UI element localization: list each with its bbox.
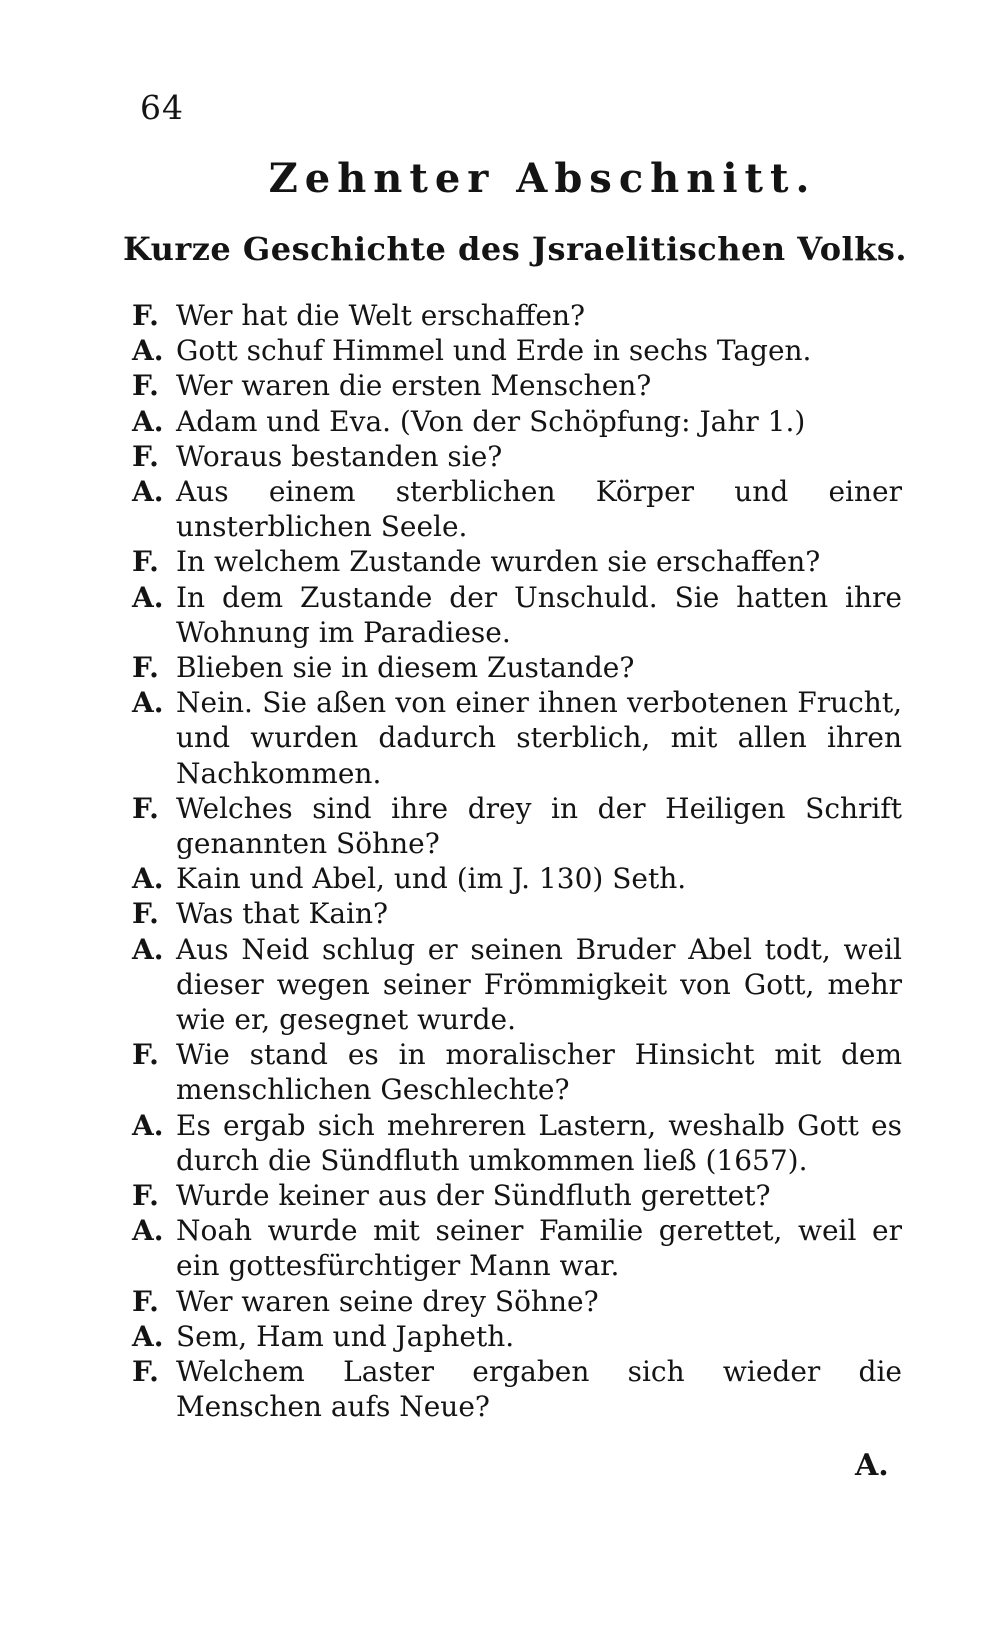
- qa-entry: [132, 1284, 902, 1319]
- qa-entry: [132, 791, 902, 861]
- qa-entry: [132, 474, 902, 544]
- speaker-label: A.: [132, 404, 164, 438]
- chapter-title: Zehnter Abschnitt.: [268, 155, 817, 202]
- qa-entry: [132, 1319, 902, 1354]
- entry-text: Gott schuf Himmel und Erde in sechs Tagen.: [176, 334, 812, 368]
- entry-text: Wie stand es in moralischer Hinsicht mit dem menschlichen Geschlechte?: [176, 1038, 902, 1107]
- entry-text: Adam und Eva. (Von der Schöpfung: Jahr 1.): [176, 404, 806, 438]
- speaker-label: F.: [132, 369, 159, 403]
- entry-text: In dem Zustande der Unschuld. Sie hatten ihre Wohnung im Paradiese.: [176, 580, 902, 649]
- entry-text: Aus Neid schlug er seinen Bruder Abel todt, weil dieser wegen seiner Frömmigkeit von Gott, mehr wie er, gesegnet wurde.: [176, 932, 902, 1037]
- entry-text: Wer waren seine drey Söhne?: [176, 1284, 599, 1318]
- speaker-label: F.: [132, 791, 159, 825]
- qa-entry: [132, 685, 902, 791]
- speaker-label: A.: [132, 1319, 164, 1353]
- qa-entry: [132, 298, 902, 333]
- speaker-label: A.: [132, 862, 164, 896]
- qa-entry: [132, 1354, 902, 1424]
- entry-text: Was that Kain?: [176, 897, 389, 931]
- entry-text: In welchem Zustande wurden sie erschaffen?: [176, 545, 821, 579]
- speaker-label: F.: [132, 439, 159, 473]
- entry-text: Blieben sie in diesem Zustande?: [176, 651, 635, 685]
- entry-text: Welches sind ihre drey in der Heiligen Schrift genannten Söhne?: [176, 791, 902, 861]
- qa-entry: [132, 1213, 902, 1283]
- page-number: 64: [140, 88, 184, 127]
- qa-entry: [132, 896, 902, 931]
- entry-text: Aus einem sterblichen Körper und einer unsterblichen Seele.: [176, 475, 902, 544]
- entry-text: Wurde keiner aus der Sündfluth gerettet?: [176, 1179, 771, 1213]
- entry-text: Nein. Sie aßen von einer ihnen verbotenen Frucht, und wurden dadurch sterblich, mit allen ihren Nachkommen.: [176, 686, 902, 790]
- entry-text: Wer hat die Welt erschaffen?: [176, 299, 585, 332]
- qa-entry: [132, 932, 902, 1038]
- qa-entry: [132, 333, 902, 368]
- chapter-subtitle: Kurze Geschichte des Jsraelitischen Volks.: [122, 230, 908, 268]
- speaker-label: F.: [132, 299, 159, 332]
- speaker-label: F.: [132, 1284, 159, 1318]
- entry-text: Sem, Ham und Japheth.: [176, 1319, 515, 1353]
- entry-text: Noah wurde mit seiner Familie gerettet, weil er ein gottesfürchtiger Mann war.: [176, 1214, 902, 1283]
- qa-entry: [132, 544, 902, 579]
- speaker-label: A.: [132, 334, 164, 368]
- qa-entry: [132, 439, 902, 474]
- speaker-label: A.: [132, 932, 164, 966]
- qa-entry: [132, 1108, 902, 1178]
- question-answer-list: [132, 298, 902, 1425]
- speaker-label: A.: [132, 475, 164, 509]
- qa-entry: [132, 580, 902, 650]
- qa-entry: [132, 1178, 902, 1213]
- qa-entry: [132, 404, 902, 439]
- entry-text: Welchem Laster ergaben sich wieder die Menschen aufs Neue?: [176, 1355, 902, 1424]
- entry-text: Kain und Abel, und (im J. 130) Seth.: [176, 862, 687, 896]
- qa-entry: [132, 650, 902, 685]
- entry-text: Es ergab sich mehreren Lastern, weshalb Gott es durch die Sündfluth umkommen ließ (1657).: [176, 1108, 902, 1177]
- speaker-label: F.: [132, 1355, 159, 1389]
- speaker-label: A.: [132, 686, 164, 720]
- speaker-label: A.: [132, 1108, 164, 1142]
- speaker-label: F.: [132, 1179, 159, 1213]
- entry-text: Wer waren die ersten Menschen?: [176, 369, 652, 403]
- qa-entry: [132, 861, 902, 896]
- speaker-label: F.: [132, 545, 159, 579]
- catchword: A.: [855, 1448, 889, 1483]
- speaker-label: F.: [132, 651, 159, 685]
- speaker-label: A.: [132, 1214, 164, 1248]
- speaker-label: A.: [132, 580, 164, 614]
- speaker-label: F.: [132, 1038, 159, 1072]
- qa-entry: [132, 368, 902, 403]
- entry-text: Woraus bestanden sie?: [176, 439, 503, 473]
- speaker-label: F.: [132, 897, 159, 931]
- qa-entry: [132, 1037, 902, 1107]
